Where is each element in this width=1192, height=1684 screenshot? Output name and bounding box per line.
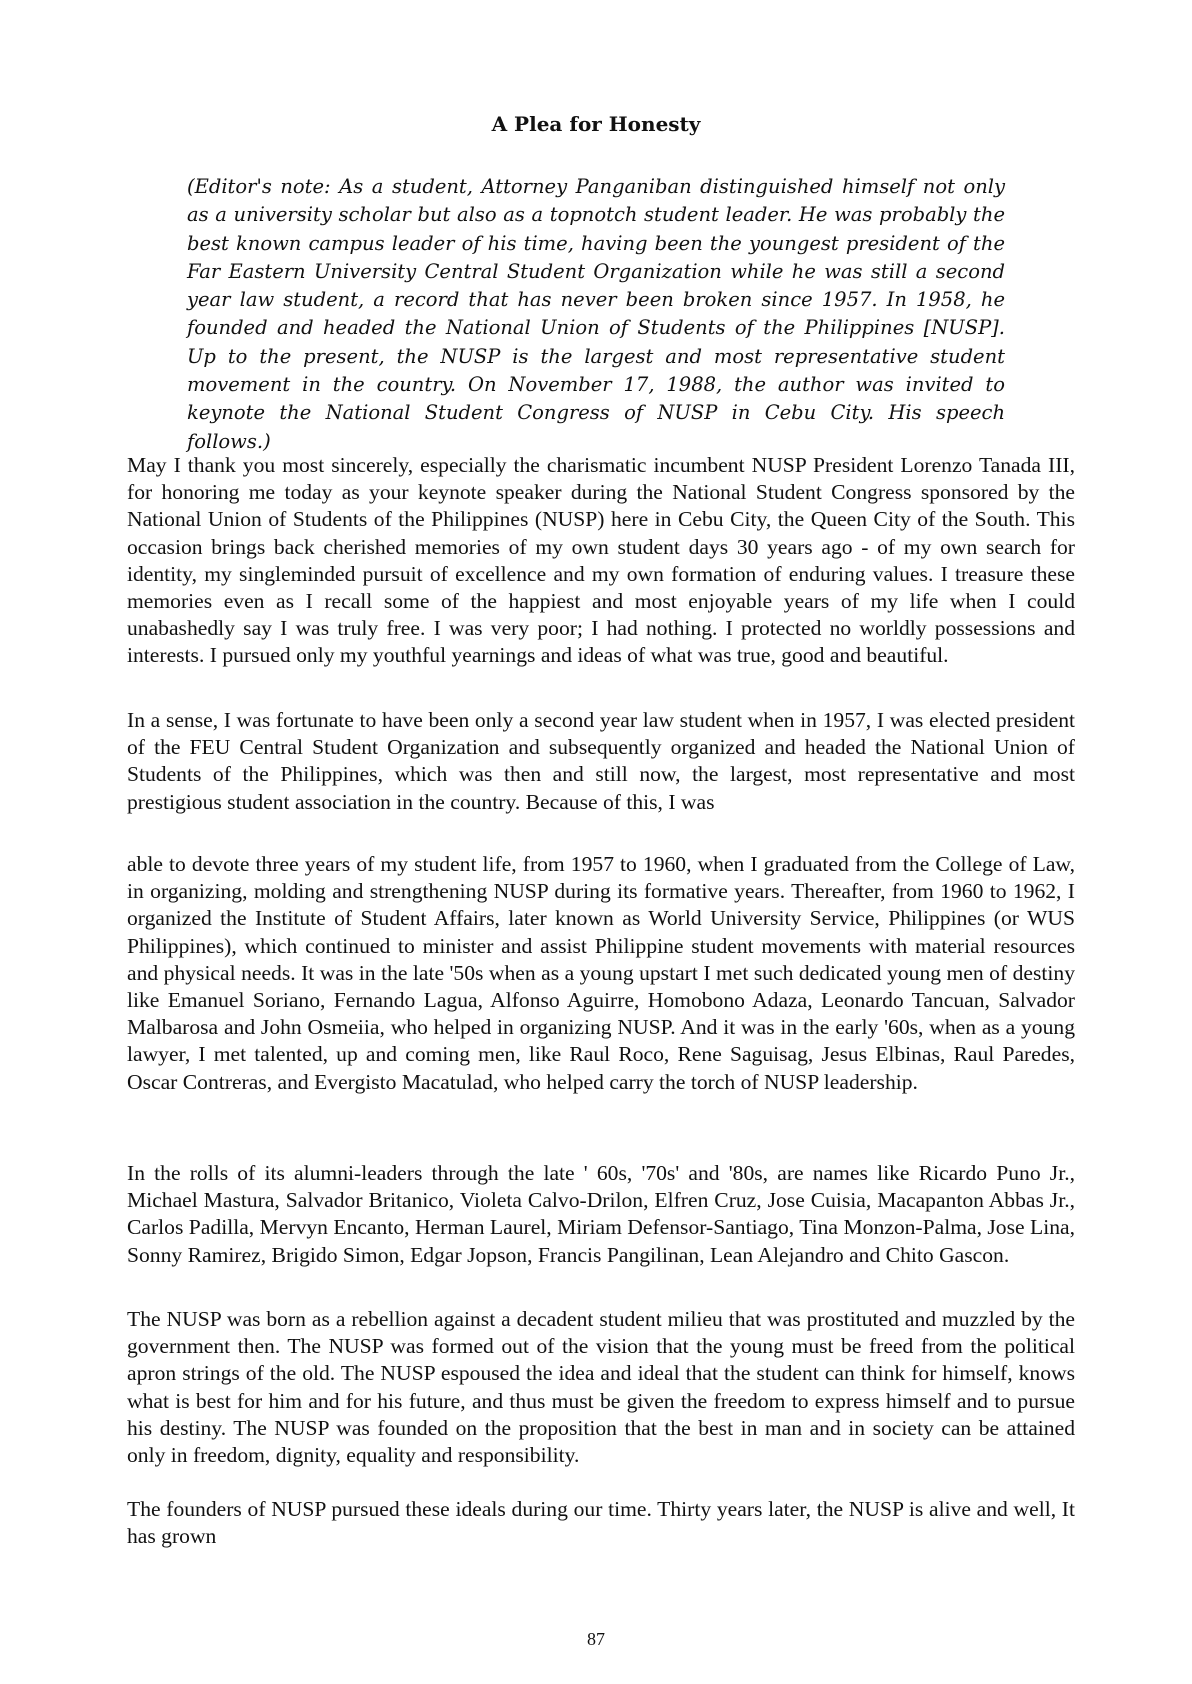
body-paragraph: The NUSP was born as a rebellion against a decadent student milieu that was prostituted and muzzled by the government then. The NUSP was formed out of the vision that the young must be freed from the political apron strings of the old. The NUSP espoused the idea and ideal that the student can think for himself, knows what is best for him and for his future, and thus must be given the freedom to express himself and to pursue his destiny. The NUSP was founded on the proposition that the best in man and in society can be attained only in freedom, dignity, equality and responsibility. bbox=[127, 1307, 1075, 1468]
page-number: 87 bbox=[587, 1629, 605, 1649]
body-paragraph: In a sense, I was fortunate to have been only a second year law student when in 1957, I was elected president of the FEU Central Student Organization and subsequently organized and headed the National Union of Students of the Philippines, which was then and still now, the largest, most representative and most prestigious student association in the country. Because of this, I was bbox=[127, 708, 1075, 814]
body-paragraph: able to devote three years of my student life, from 1957 to 1960, when I graduated from the College of Law, in organizing, molding and strengthening NUSP during its formative years. Thereafter, from 1960 to 1962, I organized the Institute of Student Affairs, later known as World University Service, Philippines (or WUS Philippines), which continued to minister and assist Philippine student movements with material resources and physical needs. It was in the late '50s when as a young upstart I met such dedicated young men of destiny like Emanuel Soriano, Fernando Lagua, Alfonso Aguirre, Homobono Adaza, Leonardo Tancuan, Salvador Malbarosa and John Osmeiia, who helped in organizing NUSP. And it was in the early '60s, when as a young lawyer, I met talented, up and coming men, like Raul Roco, Rene Saguisag, Jesus Elbinas, Raul Paredes, Oscar Contreras, and Evergisto Macatulad, who helped carry the torch of NUSP leadership. bbox=[127, 852, 1075, 1094]
page-title: A Plea for Honesty bbox=[491, 112, 701, 136]
body-paragraph: May I thank you most sincerely, especially the charismatic incumbent NUSP President Lorenzo Tanada III, for honoring me today as your keynote speaker during the National Student Congress sponsored by the National Union of Students of the Philippines (NUSP) here in Cebu City, the Queen City of the South. This occasion brings back cherished memories of my own student days 30 years ago - of my own search for identity, my singleminded pursuit of excellence and my own formation of enduring values. I treasure these memories even as I recall some of the happiest and most enjoyable years of my life when I could unabashedly say I was truly free. I was very poor; I had nothing. I protected no worldly possessions and interests. I pursued only my youthful yearnings and ideas of what was true, good and beautiful. bbox=[127, 453, 1075, 668]
body-paragraph: The founders of NUSP pursued these ideals during our time. Thirty years later, the NUSP is alive and well, It has grown bbox=[127, 1497, 1075, 1549]
body-paragraph: In the rolls of its alumni-leaders through the late ' 60s, '70s' and '80s, are names like Ricardo Puno Jr., Michael Mastura, Salvador Britanico, Violeta Calvo-Drilon, Elfren Cruz, Jose Cuisia, Macapanton Abbas Jr., Carlos Padilla, Mervyn Encanto, Herman Laurel, Miriam Defensor-Santiago, Tina Monzon-Palma, Jose Lina, Sonny Ramirez, Brigido Simon, Edgar Jopson, Francis Pangilinan, Lean Alejandro and Chito Gascon. bbox=[127, 1161, 1075, 1267]
editor-note: (Editor's note: As a student, Attorney Panganiban distinguished himself not only as a university scholar but also as a topnotch student leader. He was probably the best known campus leader of his time, having been the youngest president of the Far Eastern University Central Student Organization while he was still a second year law student, a record that has never been broken since 1957. In 1958, he founded and headed the National Union of Students of the Philippines [NUSP]. Up to the present, the NUSP is the largest and most representative student movement in the country. On November 17, 1988, the author was invited to keynote the National Student Congress of NUSP in Cebu City. His speech follows.) bbox=[187, 175, 1005, 453]
